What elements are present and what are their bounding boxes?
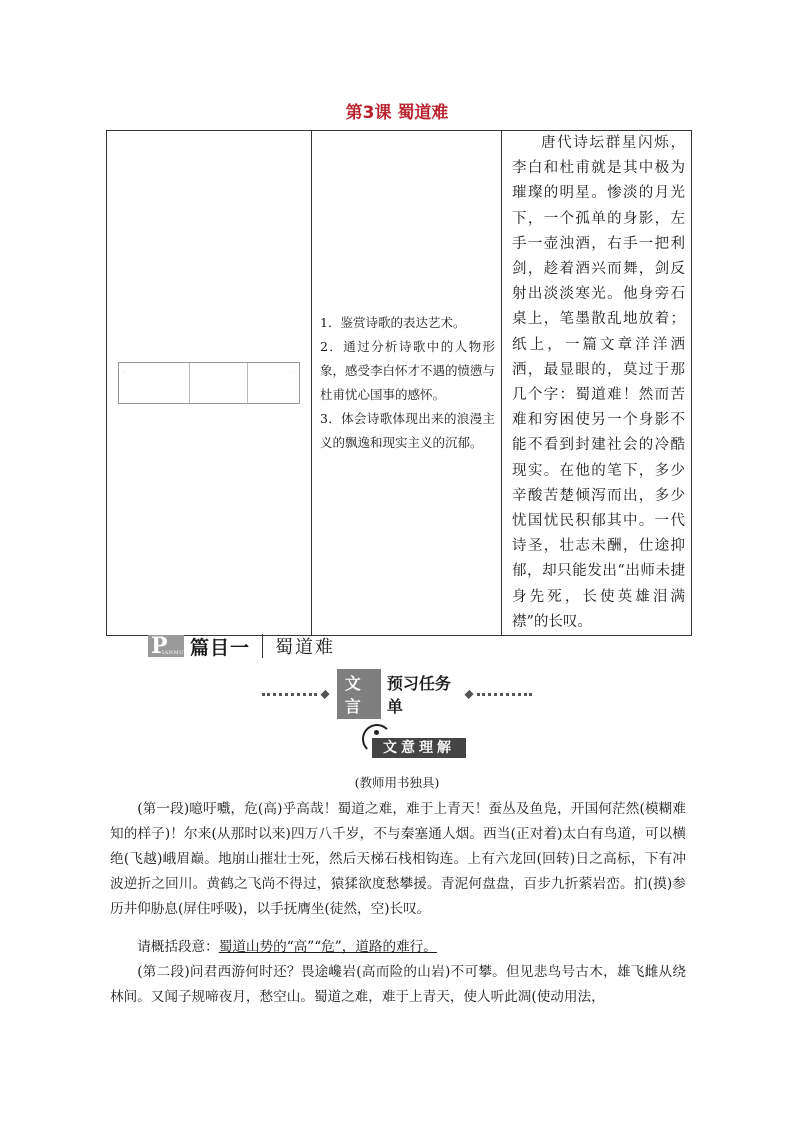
dot-icon bbox=[374, 730, 379, 735]
lesson-name: 蜀道难 bbox=[397, 103, 449, 123]
goals-cell bbox=[312, 131, 502, 636]
embedded-mini-table bbox=[118, 362, 300, 404]
paragraph-2: (第二段)问君西游何时还？畏途巉岩(高而险的山岩)不可攀。但见悲鸟号古木，雄飞雌从绕林间。又闻子规啼夜月，愁空山。蜀道之难，难于上青天，使人听此凋(使动用法， bbox=[110, 964, 686, 1005]
teacher-note: (教师用书独具) bbox=[354, 775, 440, 790]
diamond-icon bbox=[320, 689, 329, 698]
dotted-line-left bbox=[262, 693, 317, 696]
story-cell bbox=[502, 131, 692, 636]
divider bbox=[262, 634, 263, 658]
mini-label-right: · bbox=[291, 371, 296, 373]
task-banner bbox=[262, 674, 532, 716]
page-title bbox=[0, 98, 794, 123]
goal-item: 2．通过分析诗歌中的人物形象，感受李白怀才不遇的愤懑与杜甫忧心国事的感怀。 bbox=[320, 339, 496, 403]
learning-goals bbox=[312, 311, 501, 455]
goal-item: 3．体会诗歌体现出来的浪漫主义的飘逸和现实主义的沉郁。 bbox=[320, 411, 495, 451]
intro-story: 唐代诗坛群星闪烁，李白和杜甫就是其中极为璀璨的明星。惨淡的月光下，一个孤单的身影，左手一壶浊酒，右手一把利剑，趁着酒兴而舞，剑反射出淡淡寒光。他身旁石桌上，笔墨散乱地放着；纸上，一篇文章洋洋洒洒，最显眼的，莫过于那几个字：蜀道难！然而苦难和穷困使另一个身影不能不看到封建社会的冷酷现实。在他的笔下，多少辛酸苦楚倾泻而出，多少忧国忧民积郁其中。一代诗圣，壮志未酬，仕途抑郁，却只能发出“出师未捷身先死，长使英雄泪满襟”的长叹。 bbox=[512, 135, 685, 630]
dotted-line-right bbox=[477, 693, 532, 696]
task-banner-text: 预习任务单 bbox=[386, 674, 451, 716]
goal-item: 1．鉴赏诗歌的表达艺术。 bbox=[320, 315, 466, 331]
section-subtitle: 蜀道难 bbox=[275, 637, 336, 658]
summary-prompt: 请概括段意： bbox=[137, 939, 219, 955]
image-cell bbox=[107, 131, 312, 636]
mini-label-left: · bbox=[122, 371, 127, 373]
section-title: 篇目一 bbox=[190, 636, 251, 659]
wenyan-tag: 文言 bbox=[337, 669, 381, 719]
pianmu-logo-icon: P IANMU bbox=[148, 635, 184, 657]
paragraph-1: (第一段)噫吁嚱，危(高)乎高哉！蜀道之难，难于上青天！蚕丛及鱼凫，开国何茫然(模糊难知的样子)！尔来(从那时以来)四万八千岁，不与秦塞通人烟。西当(正对着)太白有鸟道，可以横绝(飞越)峨眉巅。地崩山摧壮士死，然后天梯石栈相钩连。上有六龙回(回转)日之高标，下有冲波逆折之回川。黄鹤之飞尚不得过，猿猱欲度愁攀援。青泥何盘盘，百步九折萦岩峦。扪(摸)参历井仰胁息(屏住呼吸)，以手抚膺坐(徒然，空)长叹。 bbox=[110, 801, 686, 917]
section-heading bbox=[148, 632, 335, 660]
lesson-number: 第3课 bbox=[345, 103, 392, 123]
intro-table bbox=[106, 130, 692, 636]
wenyi-badge bbox=[362, 724, 472, 760]
diamond-icon bbox=[465, 689, 474, 698]
summary-line bbox=[110, 935, 686, 960]
badge-label: 文意理解 bbox=[372, 738, 466, 758]
summary-answer: 蜀道山势的“高”“危”，道路的难行。 bbox=[218, 939, 437, 955]
